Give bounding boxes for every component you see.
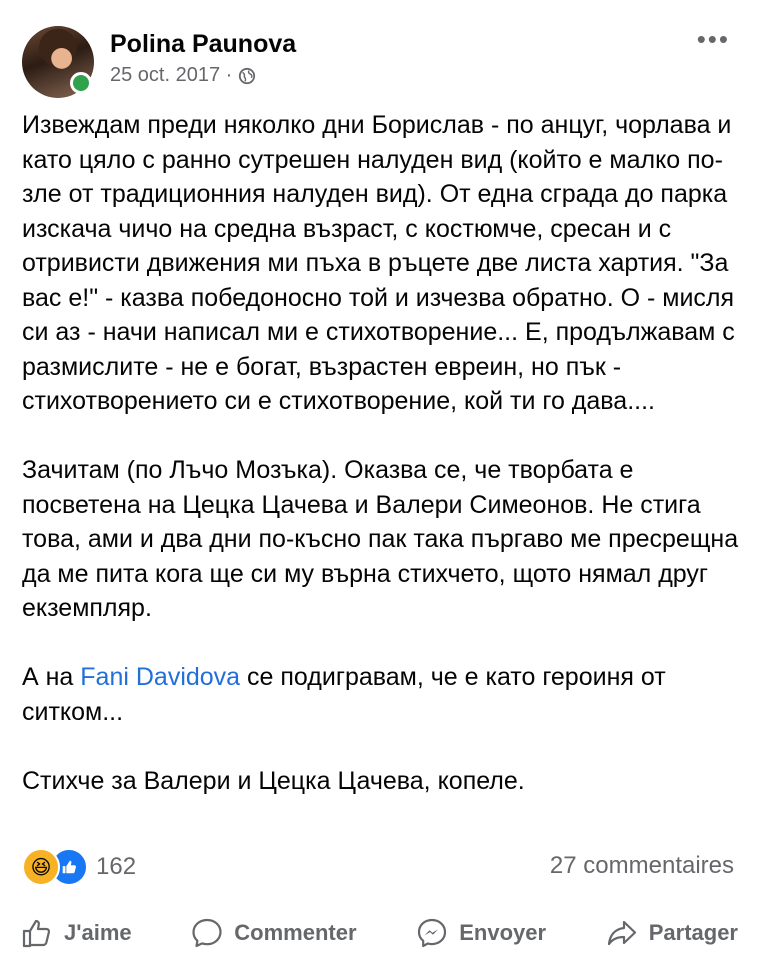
comment-label: Commenter — [234, 920, 357, 945]
like-label: J'aime — [64, 920, 132, 945]
reactions-count[interactable]: 162 — [96, 853, 137, 880]
online-status-indicator — [70, 72, 92, 94]
reactions-summary[interactable] — [22, 848, 136, 886]
author-name[interactable]: Polina Paunova — [110, 30, 297, 58]
post-paragraph-4: Стихче за Валери и Цецка Цачева, копеле. — [22, 766, 525, 795]
mention-link[interactable]: Fani Davidova — [80, 663, 241, 691]
haha-reaction-icon: 😆 — [22, 848, 60, 886]
share-label: Partager — [648, 920, 738, 945]
post-paragraph-3 — [22, 660, 742, 729]
send-button[interactable] — [415, 910, 546, 956]
more-options-button[interactable]: ••• — [696, 24, 730, 54]
comments-count-link[interactable]: 27 commentaires — [549, 852, 734, 879]
thumbs-up-icon — [20, 916, 54, 950]
comment-bubble-icon — [190, 916, 224, 950]
post-date[interactable]: 25 oct. 2017 · — [110, 64, 233, 86]
post-text — [22, 108, 742, 833]
comment-button[interactable] — [190, 910, 356, 956]
share-arrow-icon — [605, 916, 639, 950]
send-label: Envoyer — [459, 920, 547, 945]
globe-icon — [238, 67, 256, 85]
post-meta — [110, 64, 256, 87]
messenger-icon — [415, 916, 449, 950]
paragraph-3-suffix: се подигравам, че е като героиня от ситком... — [22, 663, 666, 726]
post-actions-bar — [0, 910, 758, 956]
post-paragraph-1: Извеждам преди няколко дни Борислав - по анцуг, чорлава и като цяло с ранно сутрешен налуден вид (който е малко по-зле от традиционния налуден вид). От една сграда до парка изскача чичо на средна възраст, с костюмче, сресан и с отривисти движения ми пъха в ръцете две листа хартия. "За вас е!" - казва победоносно той и изчезва обратно. О - мисля си аз - начи написал ми е стихотворение... Е, продължавам с размислите - не е богат, възрастен евреин, но пък - стихотворението си е стихотворение, кой ти го дава.... — [22, 111, 735, 415]
like-button[interactable] — [20, 910, 132, 956]
share-button[interactable] — [605, 910, 738, 956]
post-paragraph-2: Зачитам (по Лъчо Мозъка). Оказва се, че творбата е посветена на Цецка Цачева и Валери Симеонов. Не стига това, ами и два дни по-късно пак така пъргаво ме пресрещна да ме пита кога ще си му върна стихчето, щото нямал друг екземпляр. — [22, 456, 739, 622]
author-avatar-container[interactable] — [22, 26, 94, 98]
paragraph-3-prefix: А на — [22, 663, 81, 691]
